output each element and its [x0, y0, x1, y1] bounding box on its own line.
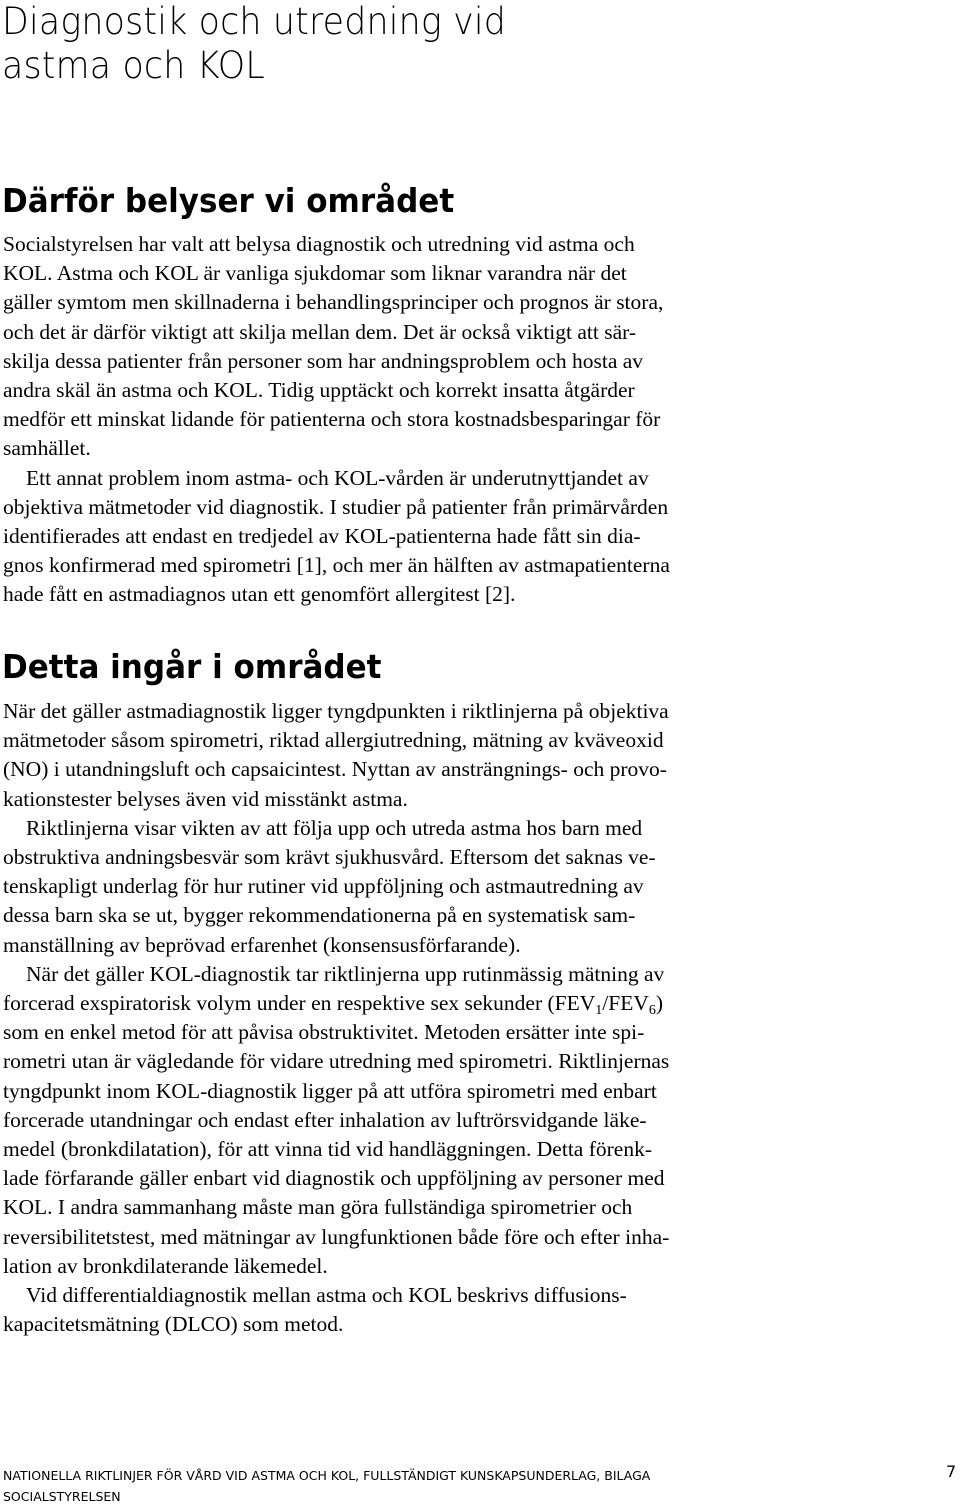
- text-line: gnos konfirmerad med spirometri [1], och mer än hälften av astmapatienterna: [3, 553, 670, 578]
- footer-publication-title: NATIONELLA RIKTLINJER FÖR VÅRD VID ASTMA OCH KOL, FULLSTÄNDIGT KUNSKAPSUNDERLAG, BILAGA: [3, 1468, 651, 1483]
- text-fragment: forcerad exspiratorisk volym under en respektive sex sekunder (FEV: [3, 991, 596, 1016]
- text-line-fev: [3, 989, 960, 1018]
- subscript: 6: [648, 1003, 656, 1019]
- text-line: tyngdpunkt inom KOL-diagnostik ligger på att utföra spirometri med enbart: [3, 1078, 657, 1103]
- text-line: identifierades att endast en tredjedel av KOL-patienterna hade fått sin dia-: [3, 524, 641, 549]
- section-why-paragraph-1: [3, 230, 960, 610]
- text-line: kapacitetsmätning (DLCO) som metod.: [3, 1312, 344, 1337]
- text-line: lade förfarande gäller enbart vid diagnostik och uppföljning av personer med: [3, 1166, 665, 1191]
- section-scope-text: [3, 697, 960, 1339]
- title-line-2: astma och KOL: [2, 44, 265, 87]
- text-line: medför ett minskat lidande för patienterna och stora kostnadsbesparingar för: [3, 407, 661, 432]
- text-line: (NO) i utandningsluft och capsaicintest. Nyttan av ansträngnings- och provo-: [3, 757, 667, 782]
- page-number: 7: [946, 1462, 957, 1481]
- text-line: reversibilitetstest, med mätningar av lungfunktionen både före och efter inha-: [3, 1224, 670, 1249]
- text-line: mätmetoder såsom spirometri, riktad allergiutredning, mätning av kväveoxid: [3, 728, 664, 753]
- text-line: medel (bronkdilatation), för att vinna tid vid handläggningen. Detta förenk-: [3, 1137, 652, 1162]
- text-line: Riktlinjerna visar vikten av att följa upp och utreda astma hos barn med: [26, 815, 643, 840]
- text-line: objektiva mätmetoder vid diagnostik. I studier på patienter från primärvården: [3, 494, 669, 519]
- text-line: Vid differentialdiagnostik mellan astma och KOL beskrivs diffusions-: [26, 1283, 627, 1308]
- text-line: När det gäller KOL-diagnostik tar riktlinjerna upp rutinmässig mätning av: [26, 961, 665, 986]
- text-fragment: /FEV: [602, 991, 649, 1016]
- text-line: forcerade utandningar och endast efter inhalation av luftrörsvidgande läke-: [3, 1107, 647, 1132]
- text-line: gäller symtom men skillnaderna i behandlingsprinciper och prognos är stora,: [3, 290, 664, 315]
- text-line: Ett annat problem inom astma- och KOL-vården är underutnyttjandet av: [26, 465, 649, 490]
- text-line: dessa barn ska se ut, bygger rekommendationerna på en systematisk sam-: [3, 903, 636, 928]
- footer-publisher: SOCIALSTYRELSEN: [3, 1489, 121, 1504]
- text-line: som en enkel metod för att påvisa obstruktivitet. Metoden ersätter inte spi-: [3, 1020, 645, 1045]
- document-title: [2, 0, 886, 88]
- text-line: När det gäller astmadiagnostik ligger tyngdpunkten i riktlinjerna på objektiva: [3, 699, 669, 723]
- text-line: manställning av beprövad erfarenhet (konsensusförfarande).: [3, 932, 521, 957]
- text-line: Socialstyrelsen har valt att belysa diagnostik och utredning vid astma och: [3, 232, 635, 256]
- text-fragment: ): [655, 991, 664, 1016]
- text-line: lation av bronkdilaterande läkemedel.: [3, 1253, 328, 1278]
- text-line: rometri utan är vägledande för vidare utredning med spirometri. Riktlinjernas: [3, 1049, 670, 1074]
- page-footer: [3, 1465, 933, 1507]
- text-line: tenskapligt underlag för hur rutiner vid uppföljning och astmautredning av: [3, 874, 644, 899]
- title-line-1: Diagnostik och utredning vid: [2, 0, 507, 43]
- text-line: kationstester belyses även vid misstänkt astma.: [3, 786, 408, 811]
- text-line: KOL. I andra sammanhang måste man göra fullständiga spirometrier och: [3, 1195, 633, 1220]
- section-heading-why: Därför belyser vi området: [2, 181, 455, 220]
- text-line: skilja dessa patienter från personer som har andningsproblem och hosta av: [3, 348, 644, 373]
- text-line: samhället.: [3, 436, 91, 461]
- text-line: och det är därför viktigt att skilja mellan dem. Det är också viktigt att sär-: [3, 319, 637, 344]
- section-heading-scope: Detta ingår i området: [2, 647, 382, 686]
- text-line: obstruktiva andningsbesvär som krävt sjukhusvård. Eftersom det saknas ve-: [3, 845, 656, 870]
- text-line: hade fått en astmadiagnos utan ett genomfört allergitest [2].: [3, 582, 516, 607]
- subscript: 1: [595, 1003, 603, 1019]
- text-line: KOL. Astma och KOL är vanliga sjukdomar som liknar varandra när det: [3, 261, 627, 286]
- text-line: andra skäl än astma och KOL. Tidig upptäckt och korrekt insatta åtgärder: [3, 378, 635, 403]
